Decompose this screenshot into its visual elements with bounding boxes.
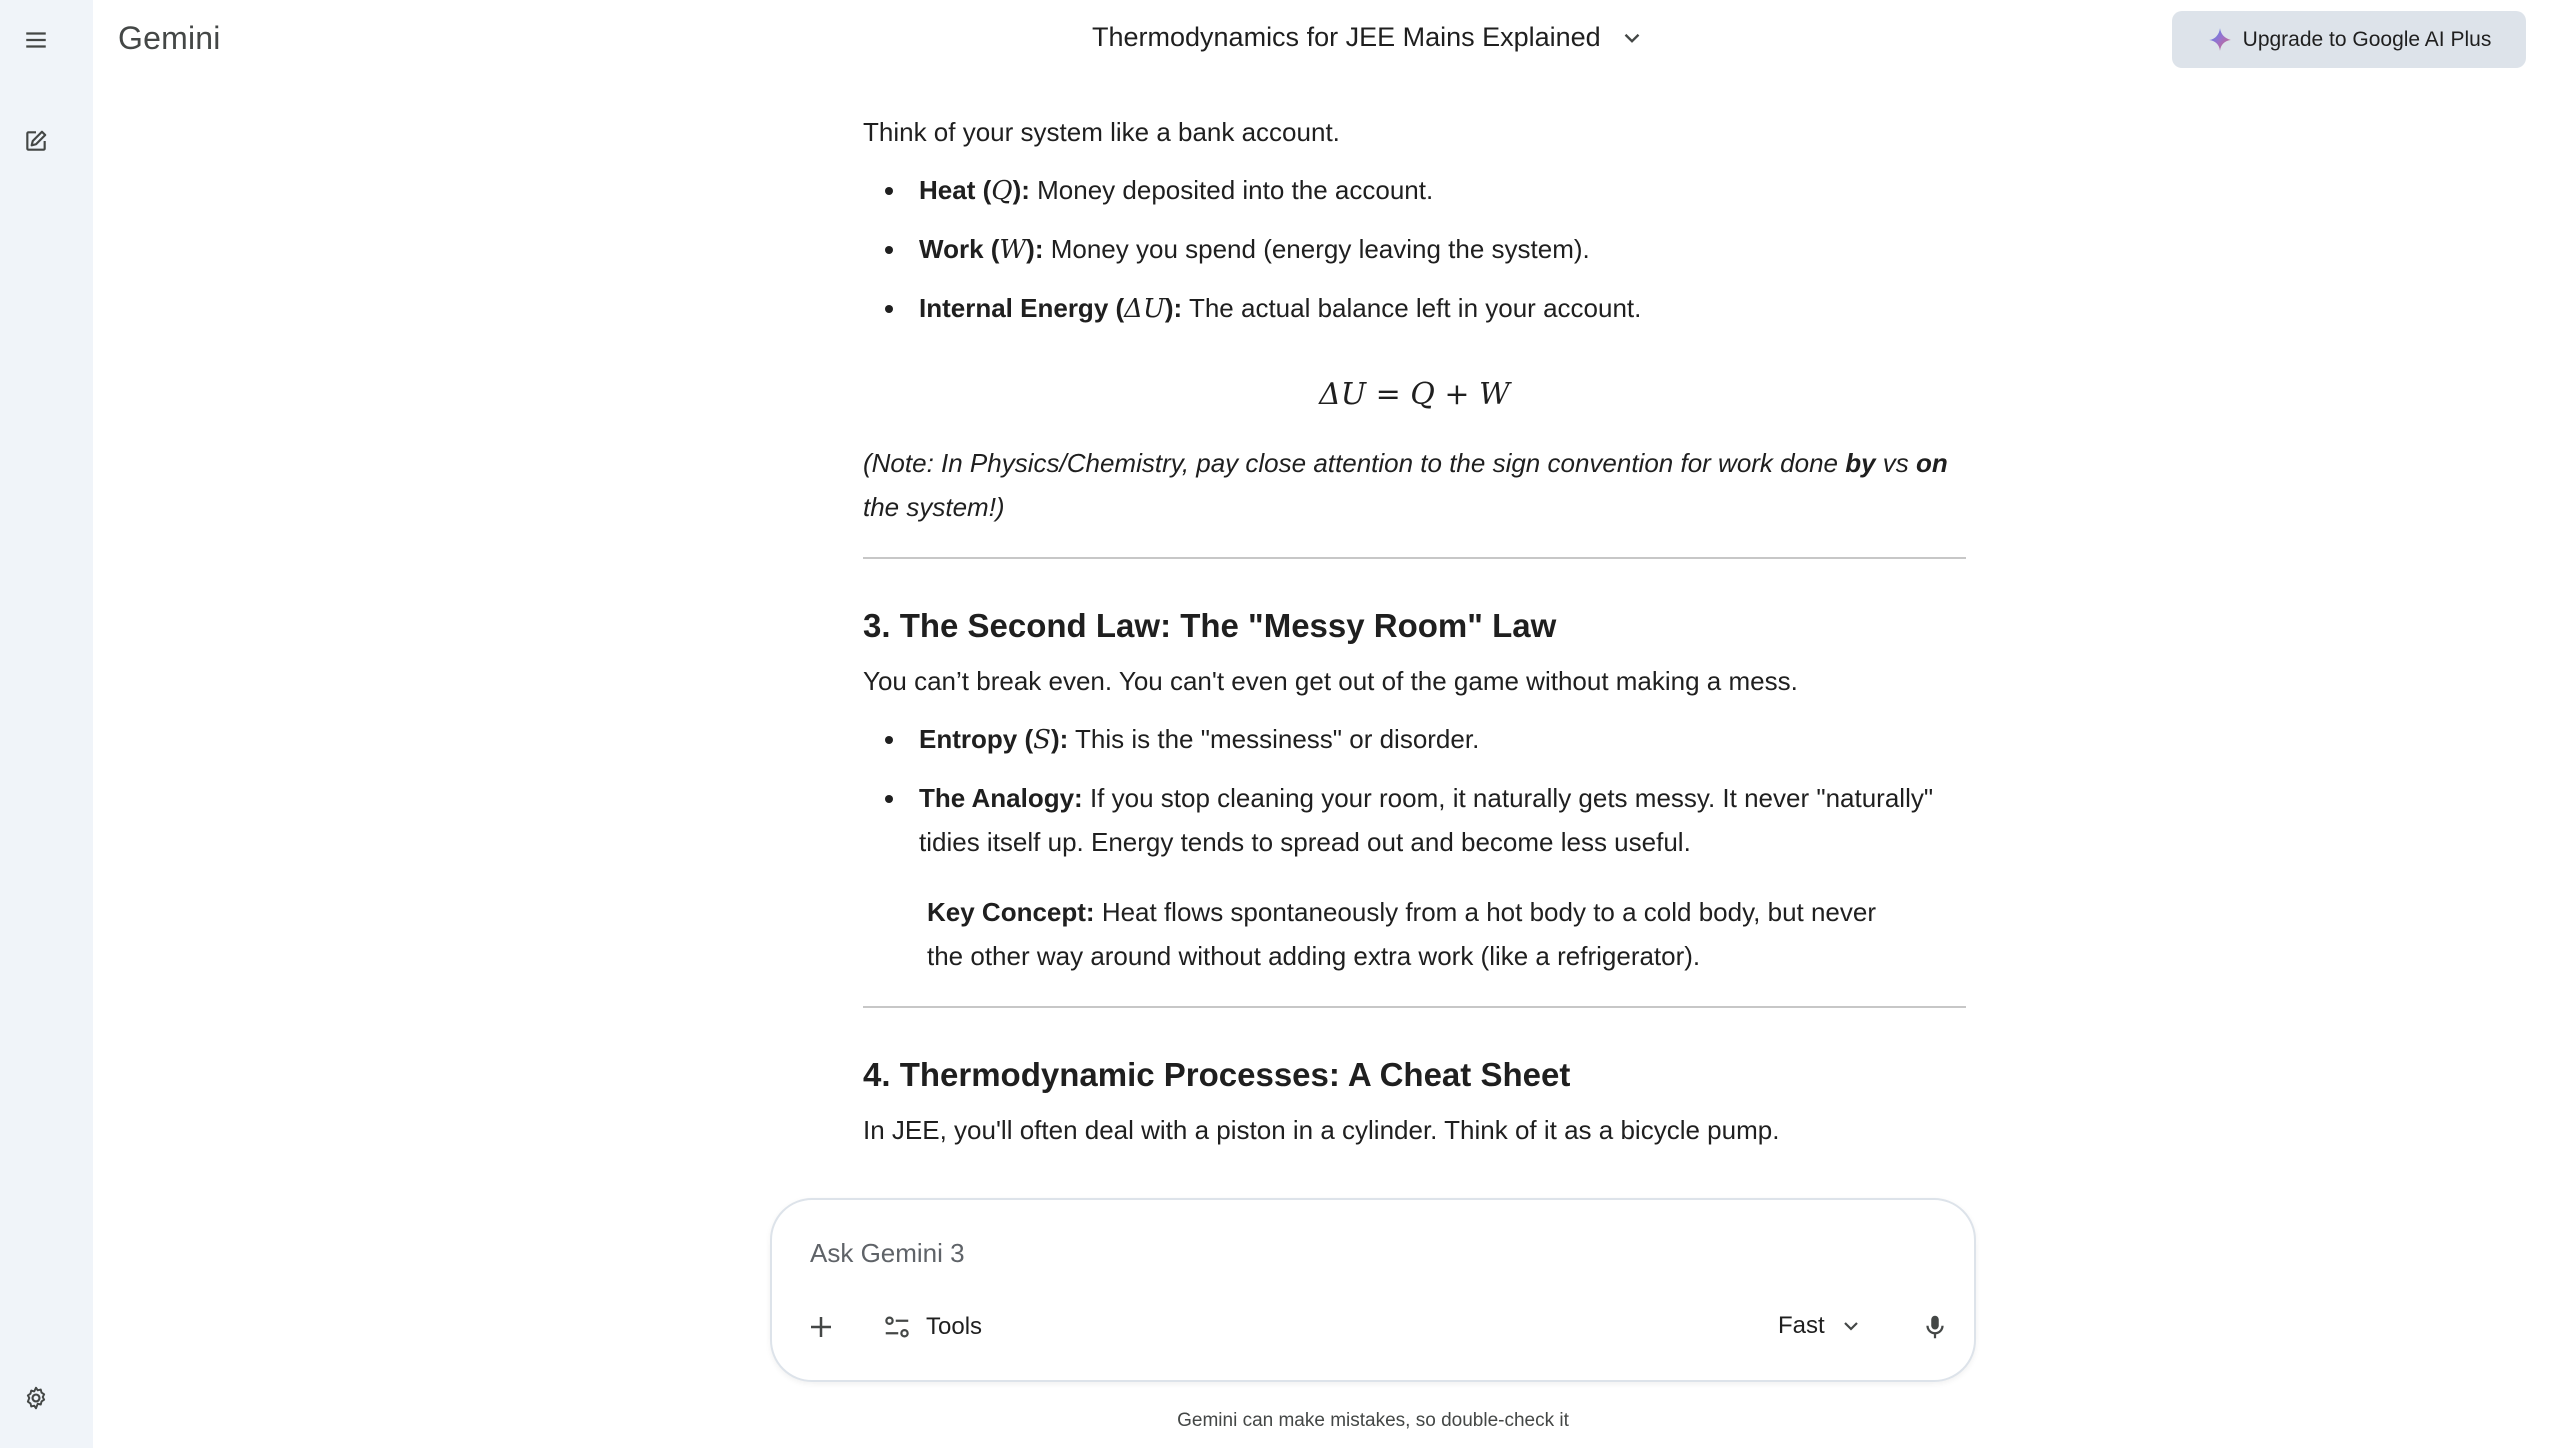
first-law-list	[863, 168, 1966, 331]
menu-icon	[23, 27, 49, 53]
prompt-composer	[770, 1198, 1976, 1382]
upgrade-label: Upgrade to Google AI Plus	[2242, 27, 2492, 51]
term: Work	[919, 234, 984, 264]
chevron-down-icon	[1619, 25, 1645, 51]
symbol: W	[999, 235, 1027, 265]
upgrade-button[interactable]	[2172, 11, 2526, 68]
chevron-down-icon	[1839, 1314, 1863, 1338]
note-bold: on	[1916, 448, 1948, 478]
side-rail	[0, 0, 93, 1448]
conversation-title-dropdown[interactable]	[1092, 22, 1645, 53]
conversation-title: Thermodynamics for JEE Mains Explained	[1092, 22, 1601, 52]
item-text: Money deposited into the account.	[1037, 175, 1434, 205]
symbol: S	[1033, 725, 1051, 755]
list-item: Heat (Q): Money deposited into the account.	[863, 168, 1966, 213]
menu-button[interactable]	[16, 20, 56, 60]
term: The Analogy:	[919, 783, 1083, 813]
note-part: (Note: In Physics/Chemistry, pay close attention to the sign convention for work done	[863, 448, 1846, 478]
item-text: The actual balance left in your account.	[1188, 293, 1642, 323]
item-text: Money you spend (energy leaving the system).	[1050, 234, 1590, 264]
scroll-fade	[863, 1150, 1966, 1190]
prompt-input[interactable]	[808, 1230, 1912, 1276]
section-intro: In JEE, you'll often deal with a piston in a cylinder. Think of it as a bicycle pump.	[863, 1115, 1780, 1145]
section-intro: You can’t break even. You can't even get out of the game without making a mess.	[863, 666, 1798, 696]
divider	[863, 557, 1966, 559]
divider	[863, 1006, 1966, 1008]
settings-icon	[23, 1385, 49, 1411]
new-chat-icon	[23, 128, 49, 154]
item-text: If you stop cleaning your room, it naturally gets messy. It never "naturally" tidies itself up. Energy tends to spread out and become less useful.	[919, 783, 1934, 857]
mode-label: Fast	[1778, 1312, 1825, 1339]
intro-text: Think of your system like a bank account.	[863, 117, 1340, 147]
item-text: This is the "messiness" or disorder.	[1075, 724, 1480, 754]
mode-selector[interactable]	[1778, 1312, 1863, 1340]
note-part: the system!)	[863, 492, 1005, 522]
list-item: Internal Energy (ΔU): The actual balance left in your account.	[863, 286, 1966, 331]
symbol: Q	[991, 176, 1013, 206]
list-item	[863, 776, 1966, 864]
note-part: vs	[1875, 448, 1917, 478]
section-heading: 3. The Second Law: The "Messy Room" Law	[863, 607, 1557, 644]
add-button[interactable]	[806, 1312, 836, 1342]
sparkle-icon	[2207, 27, 2233, 53]
mic-icon	[1920, 1312, 1950, 1342]
tools-label: Tools	[926, 1313, 983, 1340]
list-item: Work (W): Money you spend (energy leaving the system).	[863, 227, 1966, 272]
second-law-list	[863, 717, 1966, 864]
term: Entropy	[919, 724, 1018, 754]
app-logo[interactable]: Gemini	[118, 20, 221, 56]
term: Heat	[919, 175, 976, 205]
term: Internal Energy	[919, 293, 1109, 323]
tools-icon	[882, 1312, 912, 1342]
list-item: Entropy (S): This is the "messiness" or disorder.	[863, 717, 1966, 762]
disclaimer-text: Gemini can make mistakes, so double-check it	[1177, 1410, 1569, 1431]
settings-button[interactable]	[16, 1378, 56, 1418]
key-concept-text: Heat flows spontaneously from a hot body to a cold body, but never the other way around without adding extra work (like a refrigerator).	[927, 897, 1877, 971]
microphone-button[interactable]	[1920, 1312, 1950, 1342]
section-heading: 4. Thermodynamic Processes: A Cheat Sheet	[863, 1056, 1571, 1093]
symbol: ΔU	[1124, 294, 1165, 324]
plus-icon	[806, 1312, 836, 1342]
new-chat-button[interactable]	[16, 121, 56, 161]
response-content	[863, 110, 1966, 1152]
note-text	[863, 441, 1966, 529]
key-concept-quote	[863, 890, 1966, 978]
key-concept-label: Key Concept:	[927, 897, 1095, 927]
tools-button[interactable]	[882, 1312, 982, 1342]
equation: ΔU = Q + W	[1319, 377, 1510, 412]
note-bold: by	[1845, 448, 1876, 478]
